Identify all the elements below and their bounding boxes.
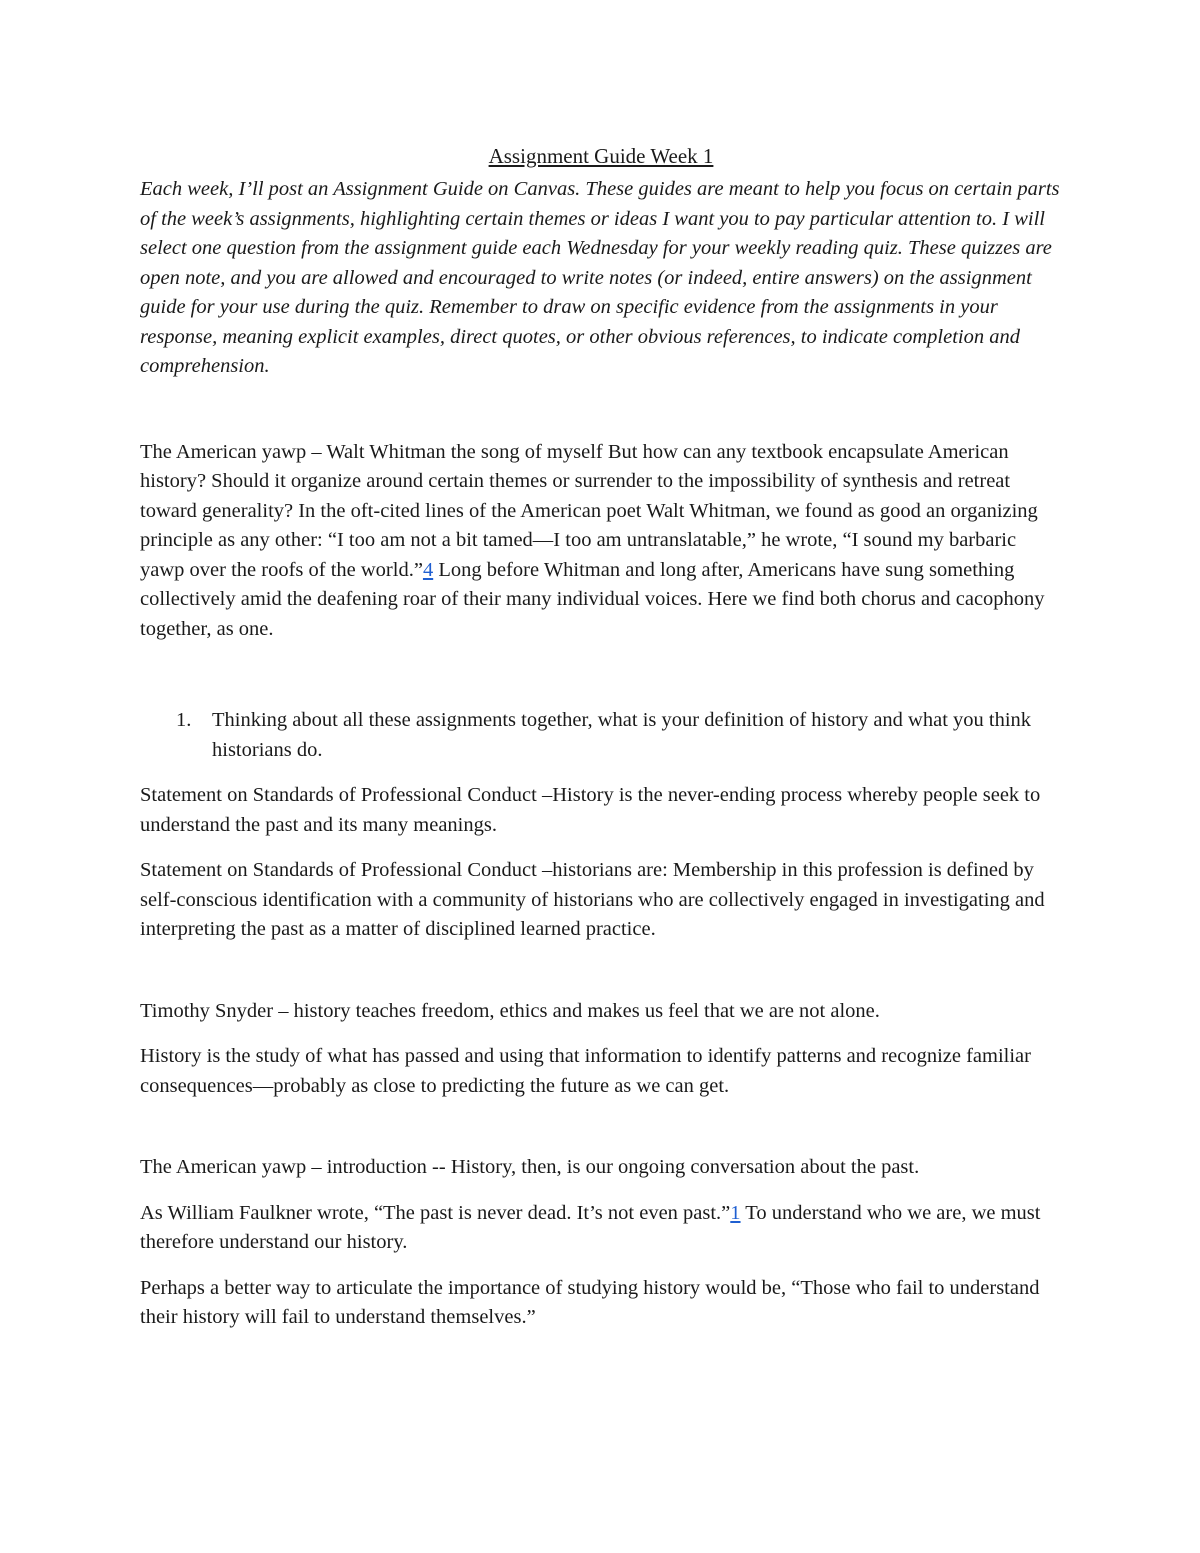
question-item [140,706,1062,765]
spacer [140,840,1062,856]
standards-history-paragraph: Statement on Standards of Professional Conduct –History is the never-ending process whereby people seek to understand the past and its many meanings. [140,784,1041,836]
question-number: 1. [176,709,192,731]
spacer [140,765,1062,781]
standards-historians-paragraph: Statement on Standards of Professional Conduct –historians are: Membership in this profession is defined by self-conscious identification with a community of historians who are collectively engaged in investigating and interpreting the past as a matter of disciplined learned practice. [140,859,1045,940]
spacer [140,945,1062,997]
spacer [140,1183,1062,1199]
spacer [140,1258,1062,1274]
spacer [140,1026,1062,1042]
faulkner-paragraph [140,1199,1062,1258]
spacer [140,1101,1062,1153]
snyder-paragraph: Timothy Snyder – history teaches freedom, ethics and makes us feel that we are not alone. [140,999,880,1022]
yawp-whitman-text: The American yawp – Walt Whitman the song of myself But how can any textbook encapsulate American history? Should it organize around certain themes or surrender to the impossibility of synthesis and retreat toward generality? In the oft-cited lines of the American poet Walt Whitman, we found as good an organizing principle as any other: “I too am not a bit tamed—I too am untranslatable,” he wrote, “I sound my barbaric yawp over the roofs of the world.” [140,440,1038,581]
footnote-link-1[interactable]: 1 [730,1201,741,1224]
faulkner-text: As William Faulkner wrote, “The past is never dead. It’s not even past.” [140,1201,731,1224]
yawp-whitman-text-continued: Long before Whitman and long after, Americans have sung something collectively amid the deafening roar of their many individual voices. Here we find both chorus and cacophony together, as one. [140,558,1045,640]
footnote-link-4[interactable]: 4 [422,558,434,581]
question-list [140,706,1062,765]
question-text: Thinking about all these assignments together, what is your definition of history and what you think historians do. [212,709,1032,761]
yawp-intro-paragraph: The American yawp – introduction -- History, then, is our ongoing conversation about the past. [140,1156,920,1178]
yawp-whitman-paragraph [140,438,1062,645]
better-way-paragraph: Perhaps a better way to articulate the importance of studying history would be, “Those who fail to understand their history will fail to understand themselves.” [140,1276,1040,1328]
spacer [140,644,1062,706]
document-title: Assignment Guide Week 1 [488,144,714,168]
document-page [140,140,1062,1333]
spacer [140,382,1062,438]
own-definition-paragraph: History is the study of what has passed and using that information to identify patterns and recognize familiar consequences—probably as close to predicting the future as we can get. [140,1045,1031,1097]
intro-paragraph: Each week, I’ll post an Assignment Guide on Canvas. These guides are meant to help you focus on certain parts of the week’s assignments, highlighting certain themes or ideas I want you to pay particular attention to. I will select one question from the assignment guide each Wednesday for your weekly reading quiz. These quizzes are open note, and you are allowed and encouraged to write notes (or indeed, entire answers) on the assignment guide for your use during the quiz. Remember to draw on specific evidence from the assignments in your response, meaning explicit examples, direct quotes, or other obvious references, to indicate completion and comprehension. [140,178,1060,377]
faulkner-text-continued: To understand who we are, we must therefore understand our history. [140,1201,1041,1253]
